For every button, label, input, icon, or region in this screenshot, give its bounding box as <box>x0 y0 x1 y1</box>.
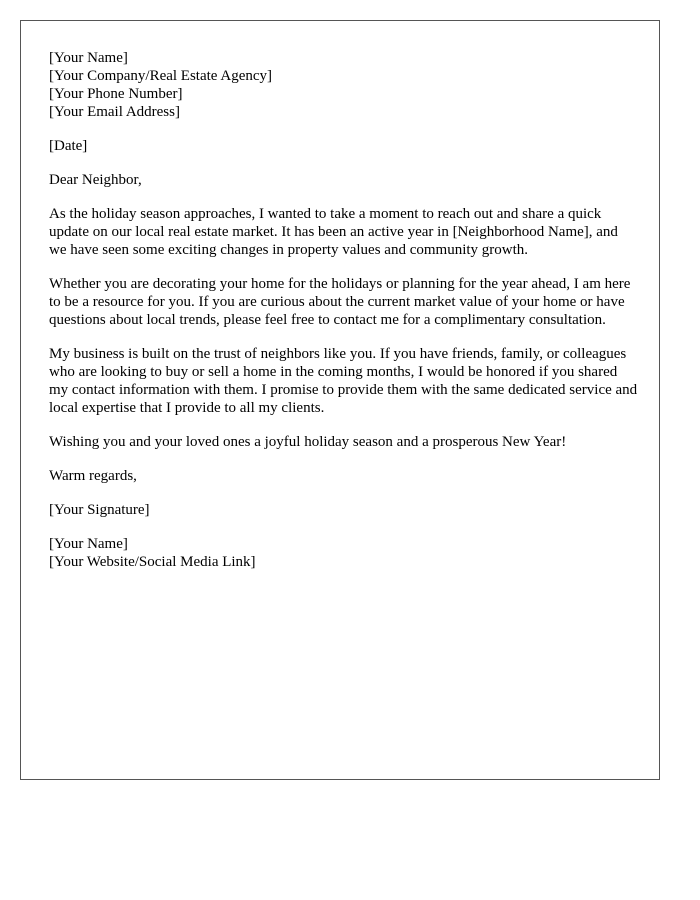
closing: Warm regards, <box>49 468 137 484</box>
salutation: Dear Neighbor, <box>49 172 142 188</box>
letter-date: [Date] <box>49 138 88 154</box>
paragraph-market-update: As the holiday season approaches, I wanted to take a moment to reach out and share a quick update on our local real estate market. It has been an active year in [Neighborhood Name], and we have seen some exciting changes in property values and community growth. <box>49 206 618 258</box>
sender-name: [Your Name] <box>49 50 128 66</box>
letter-body <box>49 49 639 587</box>
signature: [Your Signature] <box>49 502 150 518</box>
sender-email: [Your Email Address] <box>49 104 180 120</box>
sender-block <box>49 49 639 121</box>
paragraph-consultation: Whether you are decorating your home for the holidays or planning for the year ahead, I am here to be a resource for you. If you are curious about the current market value of your home or have questions about local trends, please feel free to contact me for a complimentary consultation. <box>49 276 631 328</box>
sender-company: [Your Company/Real Estate Agency] <box>49 68 273 84</box>
footer-link: [Your Website/Social Media Link] <box>49 554 256 570</box>
paragraph-referrals: My business is built on the trust of neighbors like you. If you have friends, family, or colleagues who are looking to buy or sell a home in the coming months, I would be honored if you shared my contact information with them. I promise to provide them with the same dedicated service and local expertise that I provide to all my clients. <box>49 346 638 416</box>
footer-name: [Your Name] <box>49 536 128 552</box>
sender-phone: [Your Phone Number] <box>49 86 183 102</box>
paragraph-holiday-wishes: Wishing you and your loved ones a joyful holiday season and a prosperous New Year! <box>49 434 567 450</box>
footer-block <box>49 535 639 571</box>
letter-page <box>20 20 660 780</box>
